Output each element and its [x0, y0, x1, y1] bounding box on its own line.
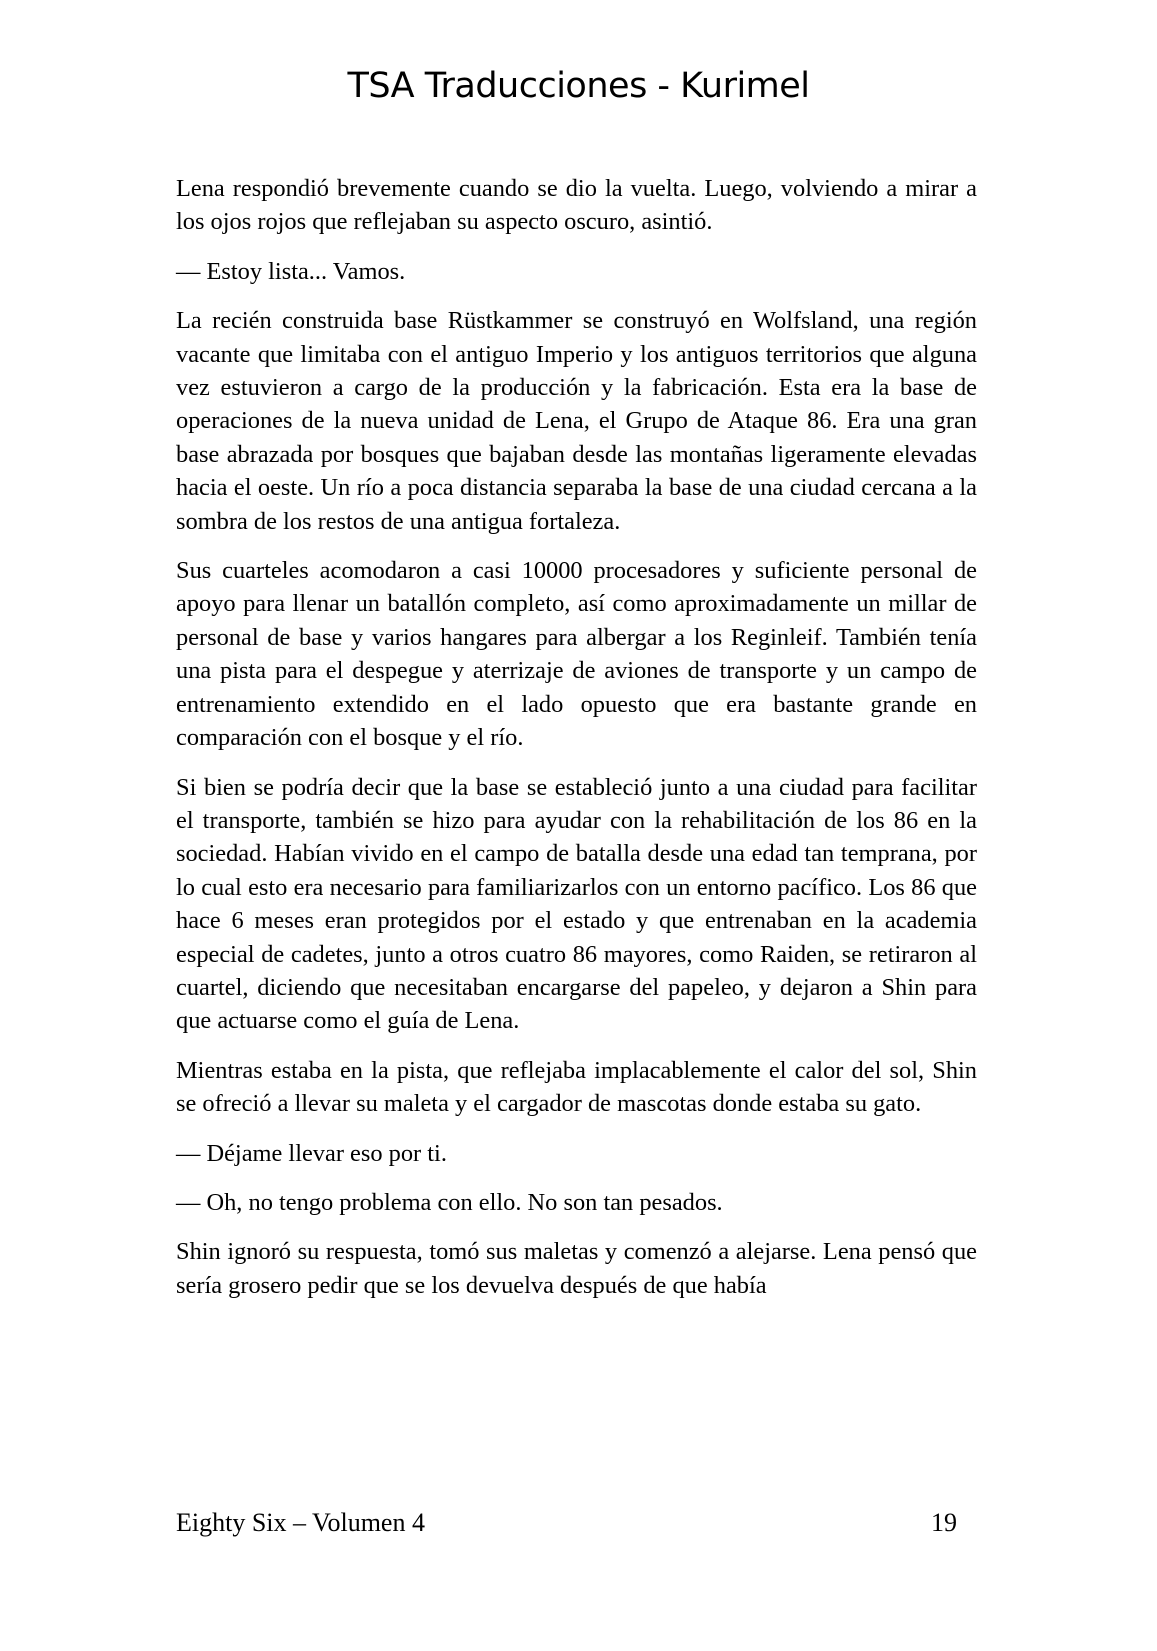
paragraph: Lena respondió brevemente cuando se dio la vuelta. Luego, volviendo a mirar a los ojos rojos que reflejaban su aspecto oscuro, asintió.: [176, 175, 977, 236]
paragraph: Si bien se podría decir que la base se estableció junto a una ciudad para facilitar el transporte, también se hizo para ayudar con la rehabilitación de los 86 en la sociedad. Habían vivido en el campo de batalla desde una edad tan temprana, por lo cual esto era necesario para familiarizarlos con un entorno pacífico. Los 86 que hace 6 meses eran protegidos por el estado y que entrenaban en la academia especial de cadetes, junto a otros cuatro 86 mayores, como Raiden, se retiraron al cuartel, diciendo que necesitaban encargarse del papeleo, y dejaron a Shin para que actuarse como el guía de Lena.: [176, 773, 977, 1035]
dialogue-line: — Estoy lista... Vamos.: [176, 257, 406, 285]
dialogue-line: — Déjame llevar eso por ti.: [176, 1139, 447, 1167]
paragraph: Sus cuarteles acomodaron a casi 10000 procesadores y suficiente personal de apoyo para llenar un batallón completo, así como aproximadamente un millar de personal de base y varios hangares para albergar a los Reginleif. También tenía una pista para el despegue y aterrizaje de aviones de transporte y un campo de entrenamiento extendido en el lado opuesto que era bastante grande en comparación con el bosque y el río.: [176, 557, 977, 752]
paragraph: La recién construida base Rüstkammer se construyó en Wolfsland, una región vacante que limitaba con el antiguo Imperio y los antiguos territorios que alguna vez estuvieron a cargo de la producción y la fabricación. Esta era la base de operaciones de la nueva unidad de Lena, el Grupo de Ataque 86. Era una gran base abrazada por bosques que bajaban desde las montañas ligeramente elevadas hacia el oeste. Un río a poca distancia separaba la base de una ciudad cercana a la sombra de los restos de una antigua fortaleza.: [176, 307, 977, 535]
page-header: TSA Traducciones - Kurimel: [347, 66, 810, 106]
footer-page-number: 19: [931, 1508, 957, 1537]
body-text: [176, 172, 977, 1318]
paragraph: Mientras estaba en la pista, que reflejaba implacablemente el calor del sol, Shin se ofreció a llevar su maleta y el cargador de mascotas donde estaba su gato.: [176, 1056, 977, 1118]
paragraph: Shin ignoró su respuesta, tomó sus maletas y comenzó a alejarse. Lena pensó que sería grosero pedir que se los devuelva después de que había: [176, 1238, 977, 1299]
footer-book-title: Eighty Six – Volumen 4: [176, 1508, 425, 1537]
dialogue-line: — Oh, no tengo problema con ello. No son tan pesados.: [176, 1188, 723, 1216]
